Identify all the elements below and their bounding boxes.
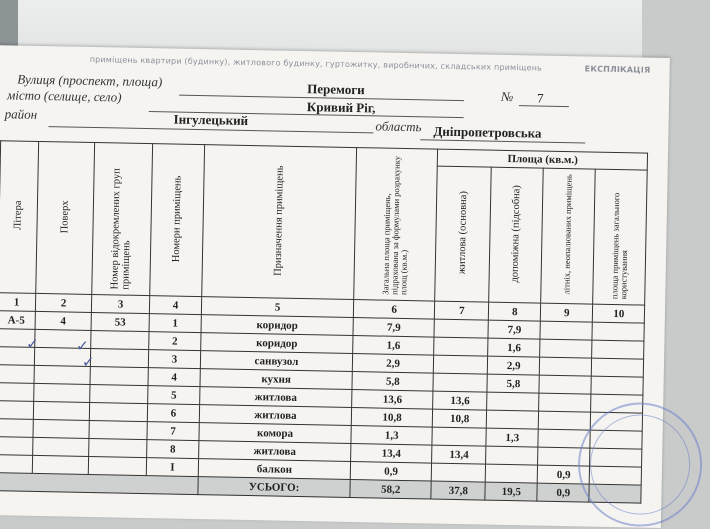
cell-summer <box>540 357 592 376</box>
number-underline <box>519 105 569 107</box>
cell-litera <box>0 455 33 474</box>
cell-total: 13,4 <box>351 444 433 464</box>
cell-aux: 2,9 <box>488 356 540 375</box>
cell-litera <box>0 419 33 438</box>
cell-summer <box>539 393 591 412</box>
cell-total: 5,8 <box>352 372 434 392</box>
cell-num: I <box>146 458 198 477</box>
cell-litera <box>0 401 34 420</box>
cell-total: 1,6 <box>353 336 435 356</box>
header-title-right: ЕКСПЛІКАЦІЯ <box>584 64 651 75</box>
col-num: 7 <box>435 301 489 320</box>
cell-common <box>591 376 643 395</box>
total-label: УСЬОГО: <box>198 477 350 498</box>
cell-total: 1,3 <box>351 426 433 446</box>
col-num: 3 <box>91 294 149 313</box>
cell-purpose: житлова <box>199 441 351 462</box>
header-title-left: приміщень квартири (будинку), житлового будинку, гуртожитку, виробничих, складських приміщень <box>89 54 543 73</box>
header-room-numbers: Номери приміщень <box>150 144 205 297</box>
total-area: 58,2 <box>350 479 432 499</box>
cell-purpose: коридор <box>201 333 353 354</box>
street-value: Перемоги <box>307 81 365 98</box>
cell-num: 1 <box>149 314 201 333</box>
header-poverkh: Поверх <box>36 141 95 294</box>
cell-purpose: житлова <box>199 405 351 426</box>
header-purpose: Призначення приміщень <box>202 145 357 300</box>
cell-living: 10,8 <box>433 409 487 428</box>
cell-num: 4 <box>148 368 200 387</box>
checkmark-icon: ✓ <box>76 336 89 355</box>
total-summer: 0,9 <box>537 483 589 502</box>
checkmark-icon: ✓ <box>81 352 95 372</box>
cell-living: 13,4 <box>432 445 486 464</box>
total-living: 37,8 <box>431 481 485 500</box>
cell-living <box>434 355 488 374</box>
cell-summer <box>540 321 592 340</box>
cell-aux: 1,3 <box>486 428 538 447</box>
cell-total: 13,6 <box>352 390 434 410</box>
cell-purpose: коридор <box>201 315 353 336</box>
col-num: 10 <box>593 304 645 323</box>
col-num: 8 <box>489 302 541 321</box>
checkmark-icon: ✓ <box>26 334 40 353</box>
number-label: № <box>500 88 514 105</box>
district-label: район <box>4 106 38 122</box>
document-sheet <box>0 45 670 528</box>
cell-aux <box>486 446 538 465</box>
header-total-area: Загальна площа приміщень, підрахована за формулами розрахунку площ (кв.м.) <box>354 148 438 302</box>
header-living: житлова (основна) <box>435 166 492 302</box>
cell-living <box>434 337 488 356</box>
cell-group <box>90 366 148 385</box>
cell-aux <box>487 410 539 429</box>
city-value: Кривий Ріг, <box>306 99 376 116</box>
cell-aux <box>487 392 539 411</box>
cell-poverkh <box>33 419 89 438</box>
cell-num: 6 <box>147 404 199 423</box>
header-litera: Літера <box>0 141 39 294</box>
cell-total: 0,9 <box>350 461 432 481</box>
cell-summer <box>540 339 592 358</box>
cell-common <box>592 358 644 377</box>
cell-litera <box>0 437 33 456</box>
cell-poverkh <box>34 383 90 402</box>
cell-living <box>433 373 487 392</box>
cell-group <box>91 330 149 349</box>
cell-poverkh <box>32 455 88 474</box>
explication-table <box>0 140 648 503</box>
cell-group <box>90 384 148 403</box>
cell-group: 53 <box>91 312 149 331</box>
total-empty <box>0 473 198 495</box>
header-common: площа приміщень загального користування <box>593 169 648 305</box>
col-num: 6 <box>353 300 435 320</box>
cell-aux: 5,8 <box>487 374 539 393</box>
street-label: Вулиця (проспект, площа) <box>17 71 163 90</box>
cell-common <box>592 340 644 359</box>
cell-group <box>89 438 147 457</box>
stamp-seal-icon <box>577 401 703 527</box>
city-label: місто (селище, село) <box>6 87 122 105</box>
cell-summer <box>539 411 591 430</box>
cell-litera: А-5 <box>0 311 35 330</box>
cell-poverkh <box>33 437 89 456</box>
cell-living: 13,6 <box>433 391 487 410</box>
cell-num: 8 <box>147 440 199 459</box>
cell-group <box>89 402 147 421</box>
cell-group <box>88 456 146 475</box>
cell-litera <box>0 383 34 402</box>
cell-living <box>434 319 488 338</box>
header-area-group: Площа (кв.м.) <box>438 149 648 170</box>
col-num: 4 <box>149 296 201 315</box>
cell-summer: 0,9 <box>537 465 589 484</box>
cell-group <box>90 348 148 367</box>
col-num: 9 <box>541 303 593 322</box>
header-summer: літніх, неопалюваних приміщень <box>541 168 596 304</box>
cell-num: 7 <box>147 422 199 441</box>
cell-aux <box>485 464 537 483</box>
cell-group <box>89 420 147 439</box>
cell-purpose: житлова <box>200 387 352 408</box>
header-row-1 <box>0 141 648 170</box>
cell-purpose: комора <box>199 423 351 444</box>
cell-poverkh <box>33 401 89 420</box>
cell-num: 3 <box>148 350 200 369</box>
cell-common <box>592 322 644 341</box>
cell-purpose: балкон <box>198 459 350 480</box>
region-underline <box>420 139 585 143</box>
cell-aux: 7,9 <box>488 320 540 339</box>
cell-num: 5 <box>148 386 200 405</box>
cell-living <box>432 427 486 446</box>
document-header <box>89 54 651 75</box>
district-value: Інгулецький <box>173 111 249 128</box>
col-num: 2 <box>35 293 91 312</box>
col-num: 1 <box>0 293 36 312</box>
cell-summer <box>539 375 591 394</box>
cell-purpose: кухня <box>200 369 352 390</box>
cell-litera <box>0 365 34 384</box>
cell-aux: 1,6 <box>488 338 540 357</box>
region-label: область <box>375 118 422 135</box>
cell-living <box>432 463 486 482</box>
cell-total: 2,9 <box>352 354 434 374</box>
header-auxiliary: допоміжна (підсобна) <box>489 167 544 303</box>
region-value: Дніпропетровська <box>433 123 542 141</box>
header-group-number: Номер відокремлених груп приміщень <box>92 143 153 296</box>
cell-poverkh: 4 <box>35 311 91 330</box>
number-value: 7 <box>536 90 544 106</box>
cell-total: 10,8 <box>351 408 433 428</box>
cell-num: 2 <box>149 332 201 351</box>
cell-total: 7,9 <box>353 318 435 338</box>
cell-purpose: санвузол <box>200 351 352 372</box>
col-num: 5 <box>201 297 353 318</box>
total-aux: 19,5 <box>485 482 537 501</box>
